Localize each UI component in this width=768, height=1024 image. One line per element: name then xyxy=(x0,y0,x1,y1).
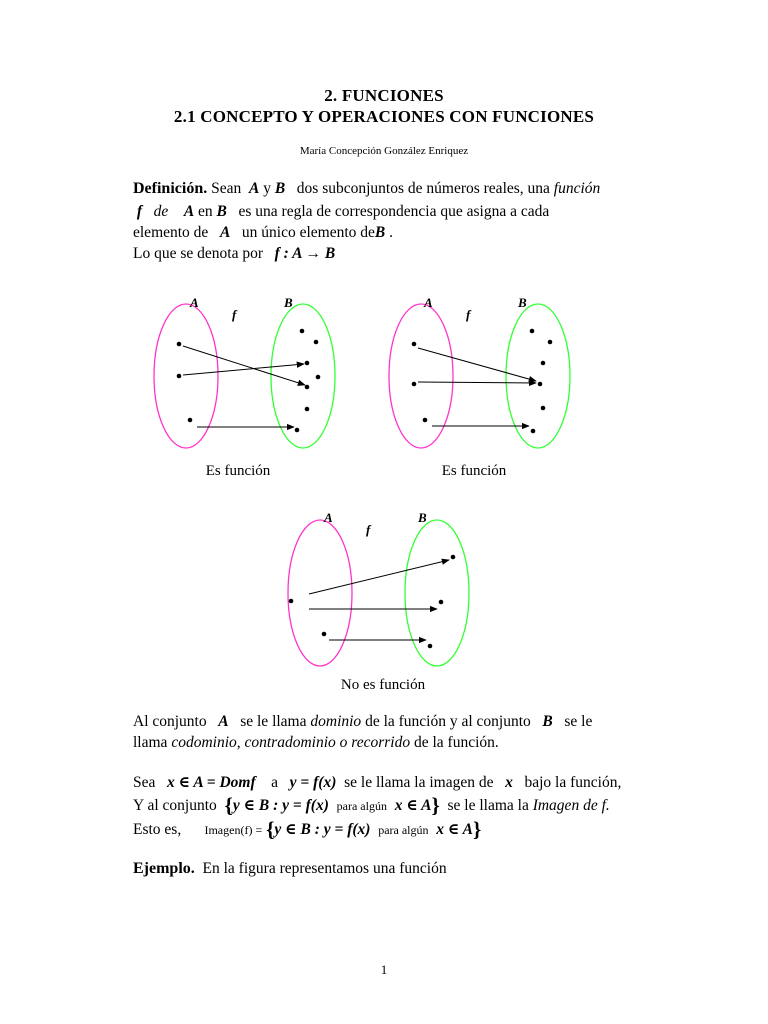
set-a-label: A xyxy=(190,295,199,310)
mapping-arrows xyxy=(309,560,449,640)
set-b-label: B xyxy=(418,510,427,525)
page-number: 1 xyxy=(380,962,388,977)
domain-points xyxy=(289,599,327,637)
function-notation: f : A → B xyxy=(274,245,336,262)
codomain-points xyxy=(530,329,553,434)
definition-line-3: elemento de A un único elemento deB . xyxy=(133,224,394,241)
set-a-label: A xyxy=(324,510,333,525)
set-b-label: B xyxy=(518,295,527,310)
author-name: María Concepción González Enriquez xyxy=(299,145,469,157)
set-a-label: A xyxy=(424,295,433,310)
codomain-points xyxy=(428,555,456,649)
dominio-line-1: Al conjunto A se le llama dominio de la función y al conjunto B se le xyxy=(133,713,593,730)
set-b-label: B xyxy=(284,295,293,310)
section-title: 2. FUNCIONES xyxy=(324,86,444,105)
function-f-label: f xyxy=(232,307,237,322)
set-b-ellipse xyxy=(405,520,469,666)
subsection-title: 2.1 CONCEPTO Y OPERACIONES CON FUNCIONES xyxy=(173,107,595,126)
definition-line-4: Lo que se denota por f : A → B xyxy=(133,245,336,262)
imagen-line-1: Sea x ∈ A = Domf a y = f(x) se le llama la imagen de x bajo la función, xyxy=(133,774,622,791)
caption-es-funcion-1: Es función xyxy=(205,463,271,479)
imagen-de-f-term: Imagen de f. xyxy=(532,797,610,814)
definition-label: Definición. xyxy=(133,180,208,197)
mapping-arrows xyxy=(418,348,536,426)
function-f-label: f xyxy=(466,307,471,322)
dominio-term: dominio xyxy=(310,713,362,730)
caption-es-funcion-2: Es función xyxy=(441,463,507,479)
caption-no-es-funcion: No es función xyxy=(340,677,426,693)
definition-line-2: f de A en B es una regla de correspondencia que asigna a cada xyxy=(136,203,550,220)
mapping-arrows xyxy=(183,346,305,427)
example-label: Ejemplo. xyxy=(133,860,195,877)
set-a-ellipse xyxy=(154,304,218,448)
codomain-points xyxy=(295,329,321,433)
definition-line-1: Definición. Sean A y B dos subconjuntos de números reales, una función xyxy=(133,180,601,197)
set-b-ellipse xyxy=(271,304,335,448)
diagram-2 xyxy=(389,295,570,479)
diagram-1 xyxy=(154,295,335,479)
set-a-ellipse xyxy=(288,520,352,666)
domain-points xyxy=(177,342,193,423)
imagen-line-3: Esto es, Imagen(f) = {y ∈ B : y = f(x) para algún x ∈ A} xyxy=(133,817,482,841)
diagram-3 xyxy=(288,510,469,693)
dominio-line-2: llama codominio, contradominio o recorrido de la función. xyxy=(133,734,499,751)
funcion-term: función xyxy=(553,180,601,197)
imagen-line-2: Y al conjunto {y ∈ B : y = f(x) para algún x ∈ A} se le llama la Imagen de f. xyxy=(133,793,610,817)
function-f-label: f xyxy=(366,522,371,537)
example-line: Ejemplo. En la figura representamos una función xyxy=(133,860,447,877)
codominio-term: codominio, contradominio o recorrido xyxy=(171,734,411,751)
